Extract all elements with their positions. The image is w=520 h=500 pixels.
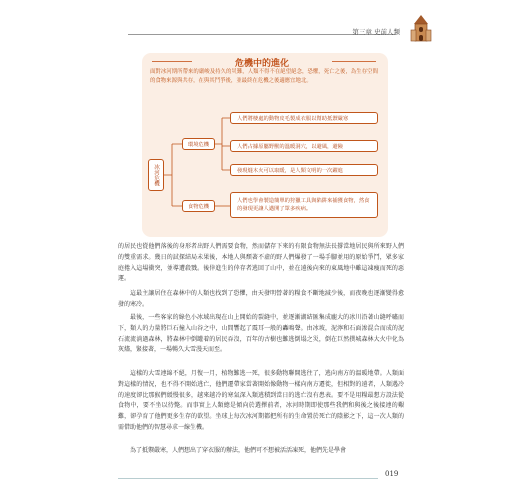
leaf-node-clothing: 人們將棲處的動物皮毛製成衣服以幫助抵禦嚴寒 (230, 112, 378, 124)
leaf-node-hunting: 人們也學會製造簡單的狩獵工具與陷阱來捕獲食物，然食的發現更讓人邁開了眾多疾病。 (230, 192, 378, 218)
paragraph-4: 這樣的大雪連綿不絕，月復一月，植物難逃一死，很多動物聯開逃往了，逃向南方的溫暖地帶。人類面對這樣的情況，也不得不開始逃亡，他們遷帶家當著開始像動物一樣向南方遷徙，但相對的遠者，人類遇冷的速度卻比那猴們緩慢很多，越來越冷的寒氣深入類逃積到當日的逃亡沒有患表。要不是用糧最想方設法從食物中，要不坐以待斃。而事實上人類總是傾向於選擇前者，冰河時期即使那些我們和與後之後接連的艱難，卻孕育了他們更多生存的欲望。坐球上每次冰河期都把所有的生命置於死亡的陰影之下，這一次人類的需借助他們的智慧尋求一線生機。 (118, 370, 404, 431)
footer-rule (118, 478, 378, 479)
branch-node-environment: 環境危機 (182, 138, 215, 150)
paragraph-2: 這最主讓居住在森林中的人類也找到了恐懼，由天發明營著的糧食不斷地減少後，而夜晚也逐漸變得愈發的寒冷。 (118, 290, 404, 308)
box-title: 危機中的進化 (234, 59, 289, 69)
leaf-node-caves: 人們占據原屬野獸的溫暖洞穴，以避風，避險 (230, 140, 378, 152)
paragraph-5: 為了抵禦嚴寒，人們想出了穿衣服的辦法，他們可不想被活活凍死，他們先是學會 (130, 447, 347, 454)
leaf-node-fire: 發現燧木火可以取暖，是人類文明的一次躍進 (230, 164, 378, 176)
paragraph-3: 最後，一些客家的綠色小冰域出現在山上開始的裂縫中，並逐漸湖結匯集成龐大的冰川沿著山縫呼嘯而下，類人的力量將巨石撞入山谷之中，山間響起了震耳一般的轟鳴聲。由冰坡，泥濘和石面渗混合而成的泥石流流淌過森林，將森林中倒罐着的居民吞沒，百年的古樹也難逃倒塌之災，倒在巨然撲城森林大火中化為灰燼，緊接著，一場暢久大雪漫天而至。 (118, 314, 404, 354)
tree-root-node: 冰河危機 (148, 159, 164, 191)
chapter-title: 第三章 史前人類 (352, 28, 400, 36)
paragraph-1: 的居民也從他們落後的身形者出野人們需要食物，然而儲存下來的有限食物無法長撐當地居民與所來野人們的雙重需求。幾日的試探結局未果後，本地人與頹著不虛的野人們爆發了一場手腳並用的原始爭鬥，眾多家庭捲入這場衝突，並導遭殺戮。後倖進生的倖存者逃回了山中，並在遠後向來的東風地中雖這凍瘦而死的惡運。 (118, 243, 404, 283)
box-intro: 面對冰河期所帶來的嚴峻及持久的災難，人類不得不在絕望絕念，恐懼，死亡之後，為生存空間的食物來源與共存，在與其鬥爭後，並最終在危機之後適應宜地北。 (150, 69, 378, 84)
branch-node-food: 食物危機 (182, 200, 215, 212)
page-number: 019 (385, 470, 399, 478)
